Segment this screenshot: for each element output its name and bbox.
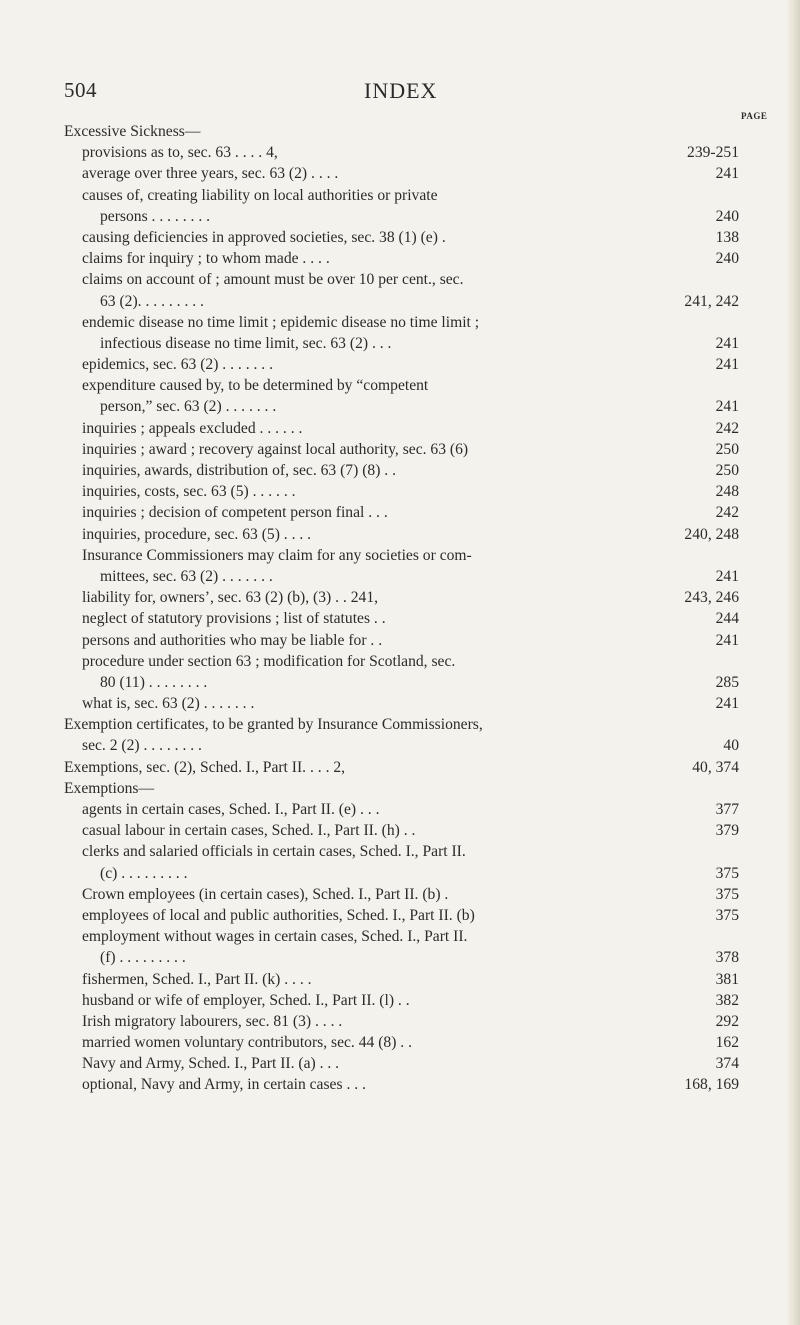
- entry-text: (c) . . . . . . . . .: [100, 864, 188, 882]
- index-entry: [64, 672, 739, 693]
- entry-text: infectious disease no time limit, sec. 63 (2) . . .: [100, 334, 392, 352]
- index-entry: [64, 608, 739, 629]
- index-entries: [64, 121, 739, 1096]
- index-entry: [64, 778, 739, 799]
- index-entry: [64, 926, 739, 947]
- entry-text: 63 (2). . . . . . . . .: [100, 292, 204, 310]
- entry-pages: 375: [715, 864, 739, 882]
- entry-pages: 138: [715, 228, 739, 246]
- index-entry: [64, 587, 739, 608]
- index-entry: [64, 227, 739, 248]
- page-title: INDEX: [364, 78, 438, 103]
- index-entry: [64, 990, 739, 1011]
- entry-pages: 240: [715, 250, 739, 268]
- entry-pages: 243, 246: [684, 589, 739, 607]
- entry-text: epidemics, sec. 63 (2) . . . . . . .: [82, 356, 273, 374]
- entry-pages: 241: [715, 334, 739, 352]
- entry-pages: 374: [715, 1055, 739, 1073]
- page-number: 504: [64, 78, 97, 102]
- index-entry: [64, 460, 739, 481]
- entry-text: persons and authorities who may be liable for . .: [82, 631, 383, 649]
- index-entry: [64, 248, 739, 269]
- index-entry: [64, 439, 739, 460]
- index-entry: [64, 947, 739, 968]
- entry-text: Exemptions, sec. (2), Sched. I., Part II. . . . 2,: [64, 758, 346, 776]
- entry-text: liability for, owners’, sec. 63 (2) (b), (3) . . 241,: [82, 589, 379, 607]
- index-entry: [64, 1032, 739, 1053]
- entry-pages: 239-251: [687, 144, 739, 162]
- entry-pages: 242: [715, 419, 739, 437]
- index-entry: [64, 863, 739, 884]
- index-entry: [64, 502, 739, 523]
- index-entry: [64, 799, 739, 820]
- page-column-label: PAGE: [741, 111, 768, 121]
- entry-text: endemic disease no time limit ; epidemic disease no time limit ;: [82, 313, 480, 331]
- entry-text: inquiries ; decision of competent person final . . .: [82, 504, 388, 522]
- index-entry: [64, 206, 739, 227]
- entry-pages: 241: [715, 356, 739, 374]
- entry-pages: 241: [715, 695, 739, 713]
- entry-text: clerks and salaried officials in certain cases, Sched. I., Part II.: [82, 843, 466, 861]
- index-entry: [64, 142, 739, 163]
- entry-text: (f) . . . . . . . . .: [100, 949, 186, 967]
- page-edge-shadow: [786, 0, 800, 1325]
- index-entry: [64, 121, 739, 142]
- index-entry: [64, 418, 739, 439]
- index-entry: [64, 354, 739, 375]
- entry-text: inquiries ; award ; recovery against local authority, sec. 63 (6): [82, 440, 469, 458]
- entry-text: Insurance Commissioners may claim for any societies or com-: [82, 546, 472, 564]
- entry-pages: 292: [715, 1012, 739, 1030]
- index-entry: [64, 714, 739, 735]
- index-entry: [64, 566, 739, 587]
- entry-pages: 382: [715, 991, 739, 1009]
- entry-text: 80 (11) . . . . . . . .: [100, 673, 208, 691]
- index-entry: [64, 735, 739, 756]
- entry-text: person,” sec. 63 (2) . . . . . . .: [100, 398, 277, 416]
- index-entry: [64, 333, 739, 354]
- entry-text: causing deficiencies in approved societies, sec. 38 (1) (e) .: [82, 228, 446, 246]
- index-entry: [64, 375, 739, 396]
- index-entry: [64, 396, 739, 417]
- entry-text: agents in certain cases, Sched. I., Part II. (e) . . .: [82, 801, 380, 818]
- entry-text: Irish migratory labourers, sec. 81 (3) . . . .: [82, 1012, 343, 1030]
- entry-text: mittees, sec. 63 (2) . . . . . . .: [100, 567, 273, 585]
- index-entry: [64, 757, 739, 778]
- index-entry: [64, 269, 739, 290]
- entry-pages: 241: [715, 398, 739, 416]
- entry-text: Exemption certificates, to be granted by Insurance Commissioners,: [64, 716, 483, 734]
- entry-pages: 285: [715, 673, 739, 691]
- index-entry: [64, 291, 739, 312]
- entry-text: married women voluntary contributors, sec. 44 (8) . .: [82, 1034, 412, 1052]
- index-entry: [64, 1074, 739, 1095]
- entry-text: Crown employees (in certain cases), Sched. I., Part II. (b) .: [82, 885, 449, 903]
- index-entry: [64, 312, 739, 333]
- entry-text: fishermen, Sched. I., Part II. (k) . . . .: [82, 970, 312, 988]
- entry-pages: 40, 374: [692, 758, 739, 776]
- index-entry: [64, 1011, 739, 1032]
- entry-pages: 240, 248: [684, 525, 739, 543]
- entry-text: Navy and Army, Sched. I., Part II. (a) . . .: [82, 1055, 340, 1073]
- entry-text: procedure under section 63 ; modification for Scotland, sec.: [82, 652, 456, 670]
- entry-text: employees of local and public authorities, Sched. I., Part II. (b): [82, 906, 475, 924]
- entry-pages: 248: [715, 483, 739, 501]
- entry-text: employment without wages in certain cases, Sched. I., Part II.: [82, 928, 468, 946]
- entry-pages: 244: [715, 610, 739, 628]
- entry-text: inquiries, procedure, sec. 63 (5) . . . .: [82, 525, 312, 543]
- entry-text: optional, Navy and Army, in certain cases . . .: [82, 1076, 366, 1094]
- entry-pages: 375: [715, 885, 739, 903]
- index-entry: [64, 1053, 739, 1074]
- entry-text: persons . . . . . . . .: [100, 207, 211, 225]
- index-entry: [64, 185, 739, 206]
- entry-pages: 250: [715, 462, 739, 479]
- entry-text: causes of, creating liability on local authorities or private: [82, 186, 438, 204]
- index-entry: [64, 969, 739, 990]
- entry-pages: 378: [715, 949, 739, 967]
- index-entry: [64, 545, 739, 566]
- index-entry: [64, 630, 739, 651]
- index-entry: [64, 905, 739, 926]
- entry-text: expenditure caused by, to be determined by “competent: [82, 377, 429, 395]
- entry-text: what is, sec. 63 (2) . . . . . . .: [82, 695, 255, 713]
- index-entry: [64, 163, 739, 184]
- entry-text: neglect of statutory provisions ; list of statutes . .: [82, 610, 386, 628]
- entry-pages: 241, 242: [684, 292, 739, 310]
- entry-text: claims on account of ; amount must be over 10 per cent., sec.: [82, 271, 464, 289]
- entry-text: husband or wife of employer, Sched. I., Part II. (l) . .: [82, 991, 410, 1009]
- entry-text: inquiries ; appeals excluded . . . . . .: [82, 419, 303, 437]
- entry-pages: 379: [715, 822, 739, 840]
- entry-pages: 240: [715, 207, 739, 225]
- entry-pages: 241: [715, 631, 739, 649]
- entry-text: casual labour in certain cases, Sched. I., Part II. (h) . .: [82, 822, 416, 840]
- entry-text: inquiries, awards, distribution of, sec. 63 (7) (8) . .: [82, 462, 396, 479]
- index-entry: [64, 481, 739, 502]
- entry-pages: 381: [715, 970, 739, 988]
- index-entry: [64, 693, 739, 714]
- index-entry: [64, 884, 739, 905]
- entry-pages: 241: [715, 165, 739, 183]
- entry-pages: 168, 169: [684, 1076, 739, 1094]
- entry-pages: 242: [715, 504, 739, 522]
- entry-pages: 241: [715, 567, 739, 585]
- entry-text: average over three years, sec. 63 (2) . . . .: [82, 165, 339, 183]
- entry-pages: 250: [715, 440, 739, 458]
- index-entry: [64, 841, 739, 862]
- entry-pages: 40: [723, 737, 739, 755]
- entry-pages: 162: [715, 1034, 739, 1052]
- entry-text: inquiries, costs, sec. 63 (5) . . . . . .: [82, 483, 296, 501]
- index-entry: [64, 524, 739, 545]
- entry-pages: 375: [715, 906, 739, 924]
- index-entry: [64, 820, 739, 841]
- entry-text: provisions as to, sec. 63 . . . . 4,: [82, 144, 278, 162]
- entry-text: sec. 2 (2) . . . . . . . .: [82, 737, 202, 755]
- entry-text: claims for inquiry ; to whom made . . . .: [82, 250, 330, 268]
- entry-text: Exemptions—: [64, 779, 155, 797]
- entry-pages: 377: [715, 801, 739, 818]
- entry-text: Excessive Sickness—: [64, 123, 201, 140]
- index-entry: [64, 651, 739, 672]
